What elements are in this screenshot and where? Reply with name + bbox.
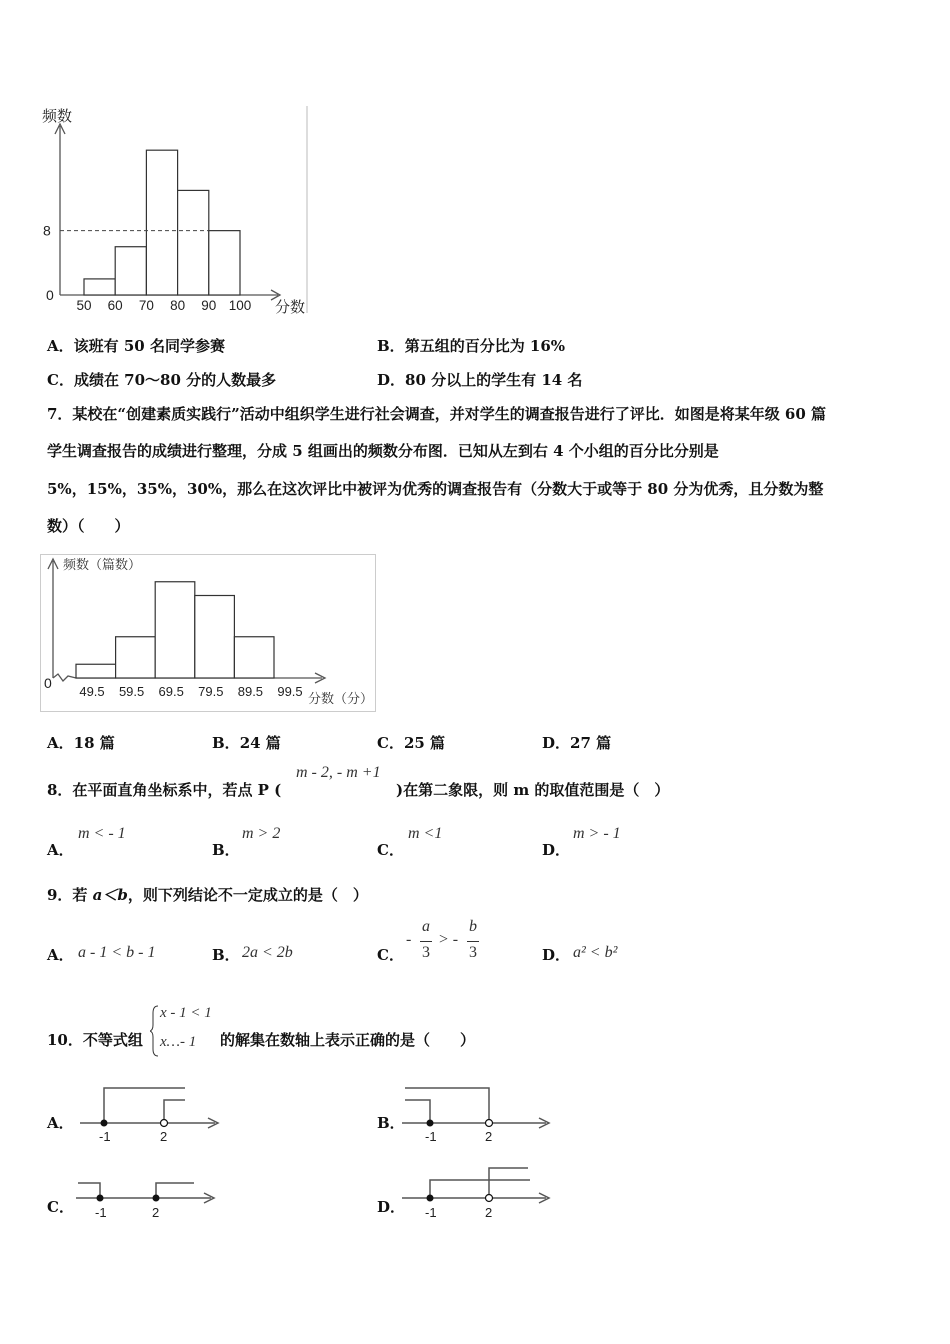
solid-point (101, 1120, 108, 1127)
q10-system-brace (150, 1005, 160, 1057)
y-axis-label: 频数 (42, 108, 73, 125)
q8-point-expr: m - 2, - m +1 (296, 764, 381, 781)
option-letter: B． (212, 734, 240, 752)
q8-option-d-expr: m > - 1 (573, 825, 621, 842)
option-letter: C． (377, 734, 404, 752)
fraction-2-bar (467, 941, 479, 942)
histogram-chart-2 (40, 554, 376, 712)
solution-bracket-right (489, 1168, 528, 1198)
q7-text-line-2: 学生调查报告的成绩进行整理，分成 5 组画出的频数分布图．已知从左到右 4 个小组的百分比分别是 (47, 442, 719, 460)
histogram-bar (84, 279, 115, 295)
tick-label-left: -1 (425, 1205, 437, 1220)
option-text: 27 篇 (570, 734, 612, 752)
q8-option-c-expr: m <1 (408, 825, 443, 842)
option-letter: A． (47, 734, 74, 752)
open-point (486, 1195, 493, 1202)
q8-prefix: 8．在平面直角坐标系中，若点 P ( (47, 781, 282, 799)
option-text: 25 篇 (403, 734, 446, 752)
x-axis-label: 分数（分） (308, 691, 374, 706)
solid-point (97, 1195, 104, 1202)
q8-option-a-expr: m < - 1 (78, 825, 126, 842)
fraction-2-numerator: b (469, 918, 477, 935)
open-point (486, 1120, 493, 1127)
y-tick-label: 8 (43, 222, 51, 239)
solid-point (427, 1195, 434, 1202)
x-tick-label: 70 (138, 298, 154, 313)
histogram-bar (234, 637, 274, 678)
fraction-1-denominator: 3 (422, 944, 430, 961)
x-tick-label: 79.5 (198, 684, 224, 699)
q8-option-d-letter: D． (542, 841, 571, 859)
q8-option-b-expr: m > 2 (242, 825, 281, 842)
y-axis-label: 频数（篇数） (63, 557, 142, 572)
q9-option-b-letter: B． (212, 946, 240, 964)
histogram-chart-1-svg (40, 104, 315, 319)
solid-point (427, 1120, 434, 1127)
x-tick-label: 80 (170, 298, 186, 313)
q9-suffix: ，则下列结论不一定成立的是（ ） (127, 886, 368, 904)
q8-option-c-letter: C． (377, 841, 404, 859)
q10-suffix: 的解集在数轴上表示正确的是（ ） (220, 1031, 476, 1049)
x-tick-label: 100 (228, 298, 252, 313)
q9-option-a-expr: a - 1 < b - 1 (78, 944, 156, 961)
number-line-b (402, 1083, 552, 1143)
x-tick-label: 49.5 (79, 684, 105, 699)
q7-option-c (377, 733, 445, 753)
q7-option-a (47, 733, 115, 753)
q7-text-line-4: 数）（ ） (47, 517, 130, 535)
option-text: 成绩在 70～80 分的人数最多 (73, 371, 277, 389)
x-tick-label: 99.5 (277, 684, 303, 699)
histogram-chart-1 (40, 104, 315, 319)
q10-option-c-letter: C． (47, 1198, 74, 1216)
open-point (161, 1120, 168, 1127)
q9-option-c-expr (406, 918, 486, 968)
fraction-1-numerator: a (422, 918, 430, 935)
tick-label-right: 2 (152, 1205, 160, 1220)
option-letter: C． (47, 371, 74, 389)
tick-label-left: -1 (425, 1129, 437, 1143)
histogram-bar (195, 596, 235, 679)
q10-inequality-2: x…- 1 (160, 1034, 197, 1050)
option-letter: D． (542, 734, 571, 752)
histogram-chart-2-svg (40, 554, 376, 712)
tick-label-right: 2 (485, 1129, 493, 1143)
q9-option-c-letter: C． (377, 946, 404, 964)
histogram-bar (178, 190, 209, 295)
q9-option-b-expr: 2a < 2b (242, 944, 293, 961)
solution-bracket-left (104, 1088, 185, 1123)
solid-point (153, 1195, 160, 1202)
histogram-bar (76, 664, 116, 678)
option-text: 80 分以上的学生有 14 名 (405, 371, 583, 389)
q6-option-c (47, 370, 276, 390)
fraction-1-bar (420, 941, 432, 942)
histogram-bar (155, 582, 195, 678)
option-letter: D． (377, 371, 406, 389)
q7-text-line-1: 7．某校在“创建素质实践行”活动中组织学生进行社会调查，并对学生的调查报告进行了评比．如图是将某年级 60 篇 (47, 405, 827, 423)
q6-option-b (377, 336, 565, 356)
tick-label-left: -1 (99, 1129, 111, 1143)
origin-label: 0 (46, 287, 54, 303)
histogram-bar (146, 150, 177, 295)
histogram-bar (115, 247, 146, 295)
solution-bracket-right (405, 1088, 489, 1123)
relation: > - (438, 931, 459, 948)
x-tick-label: 50 (76, 298, 92, 313)
number-line-d (402, 1163, 552, 1223)
option-text: 该班有 50 名同学参赛 (73, 337, 225, 355)
q8-suffix: )在第二象限，则 m 的取值范围是（ ） (396, 781, 670, 799)
q7-option-b (212, 733, 281, 753)
x-tick-label: 90 (201, 298, 217, 313)
fraction-2-denominator: 3 (469, 944, 477, 961)
x-tick-label: 59.5 (118, 684, 145, 699)
solution-bracket-left (405, 1100, 430, 1123)
q7-option-d (542, 733, 611, 753)
q9-option-d-letter: D． (542, 946, 571, 964)
option-text: 18 篇 (73, 734, 115, 752)
x-tick-label: 60 (107, 298, 123, 313)
q10-inequality-1: x - 1 < 1 (160, 1005, 212, 1021)
minus-sign: - (406, 931, 412, 948)
tick-label-left: -1 (95, 1205, 107, 1220)
tick-label-right: 2 (485, 1205, 493, 1220)
q6-option-a (47, 336, 225, 356)
q9-option-a-letter: A． (47, 946, 74, 964)
q9-prefix: 9．若 (47, 886, 93, 904)
solution-bracket-left (78, 1183, 100, 1198)
solution-bracket-left (430, 1180, 530, 1198)
solution-bracket-right (164, 1100, 185, 1123)
q9-question (47, 885, 368, 905)
q7-text-line-3: 5%，15%，35%，30%，那么在这次评比中被评为优秀的调查报告有（分数大于或等于 80 分为优秀，且分数为整 (47, 480, 824, 498)
q10-prefix: 10．不等式组 (47, 1031, 143, 1049)
origin-label: 0 (44, 675, 52, 691)
q10-option-b-letter: B． (377, 1114, 405, 1132)
option-text: 第五组的百分比为 16% (404, 337, 566, 355)
number-line-c (76, 1178, 216, 1223)
solution-bracket-right (156, 1183, 194, 1198)
option-letter: A． (47, 337, 74, 355)
x-axis-label: 分数 (275, 299, 306, 316)
histogram-bar (209, 231, 240, 295)
option-letter: B． (377, 337, 405, 355)
number-line-a (80, 1083, 220, 1143)
option-text: 24 篇 (239, 734, 281, 752)
q9-option-d-expr: a² < b² (573, 944, 618, 961)
x-tick-label: 69.5 (158, 684, 184, 699)
q9-condition: a＜b (92, 886, 128, 904)
x-tick-label: 89.5 (237, 684, 264, 699)
q8-option-a-letter: A． (47, 841, 74, 859)
q10-option-d-letter: D． (377, 1198, 406, 1216)
q8-option-b-letter: B． (212, 841, 240, 859)
q6-option-d (377, 370, 582, 390)
q10-option-a-letter: A． (47, 1114, 74, 1132)
histogram-bar (116, 637, 156, 678)
tick-label-right: 2 (160, 1129, 168, 1143)
